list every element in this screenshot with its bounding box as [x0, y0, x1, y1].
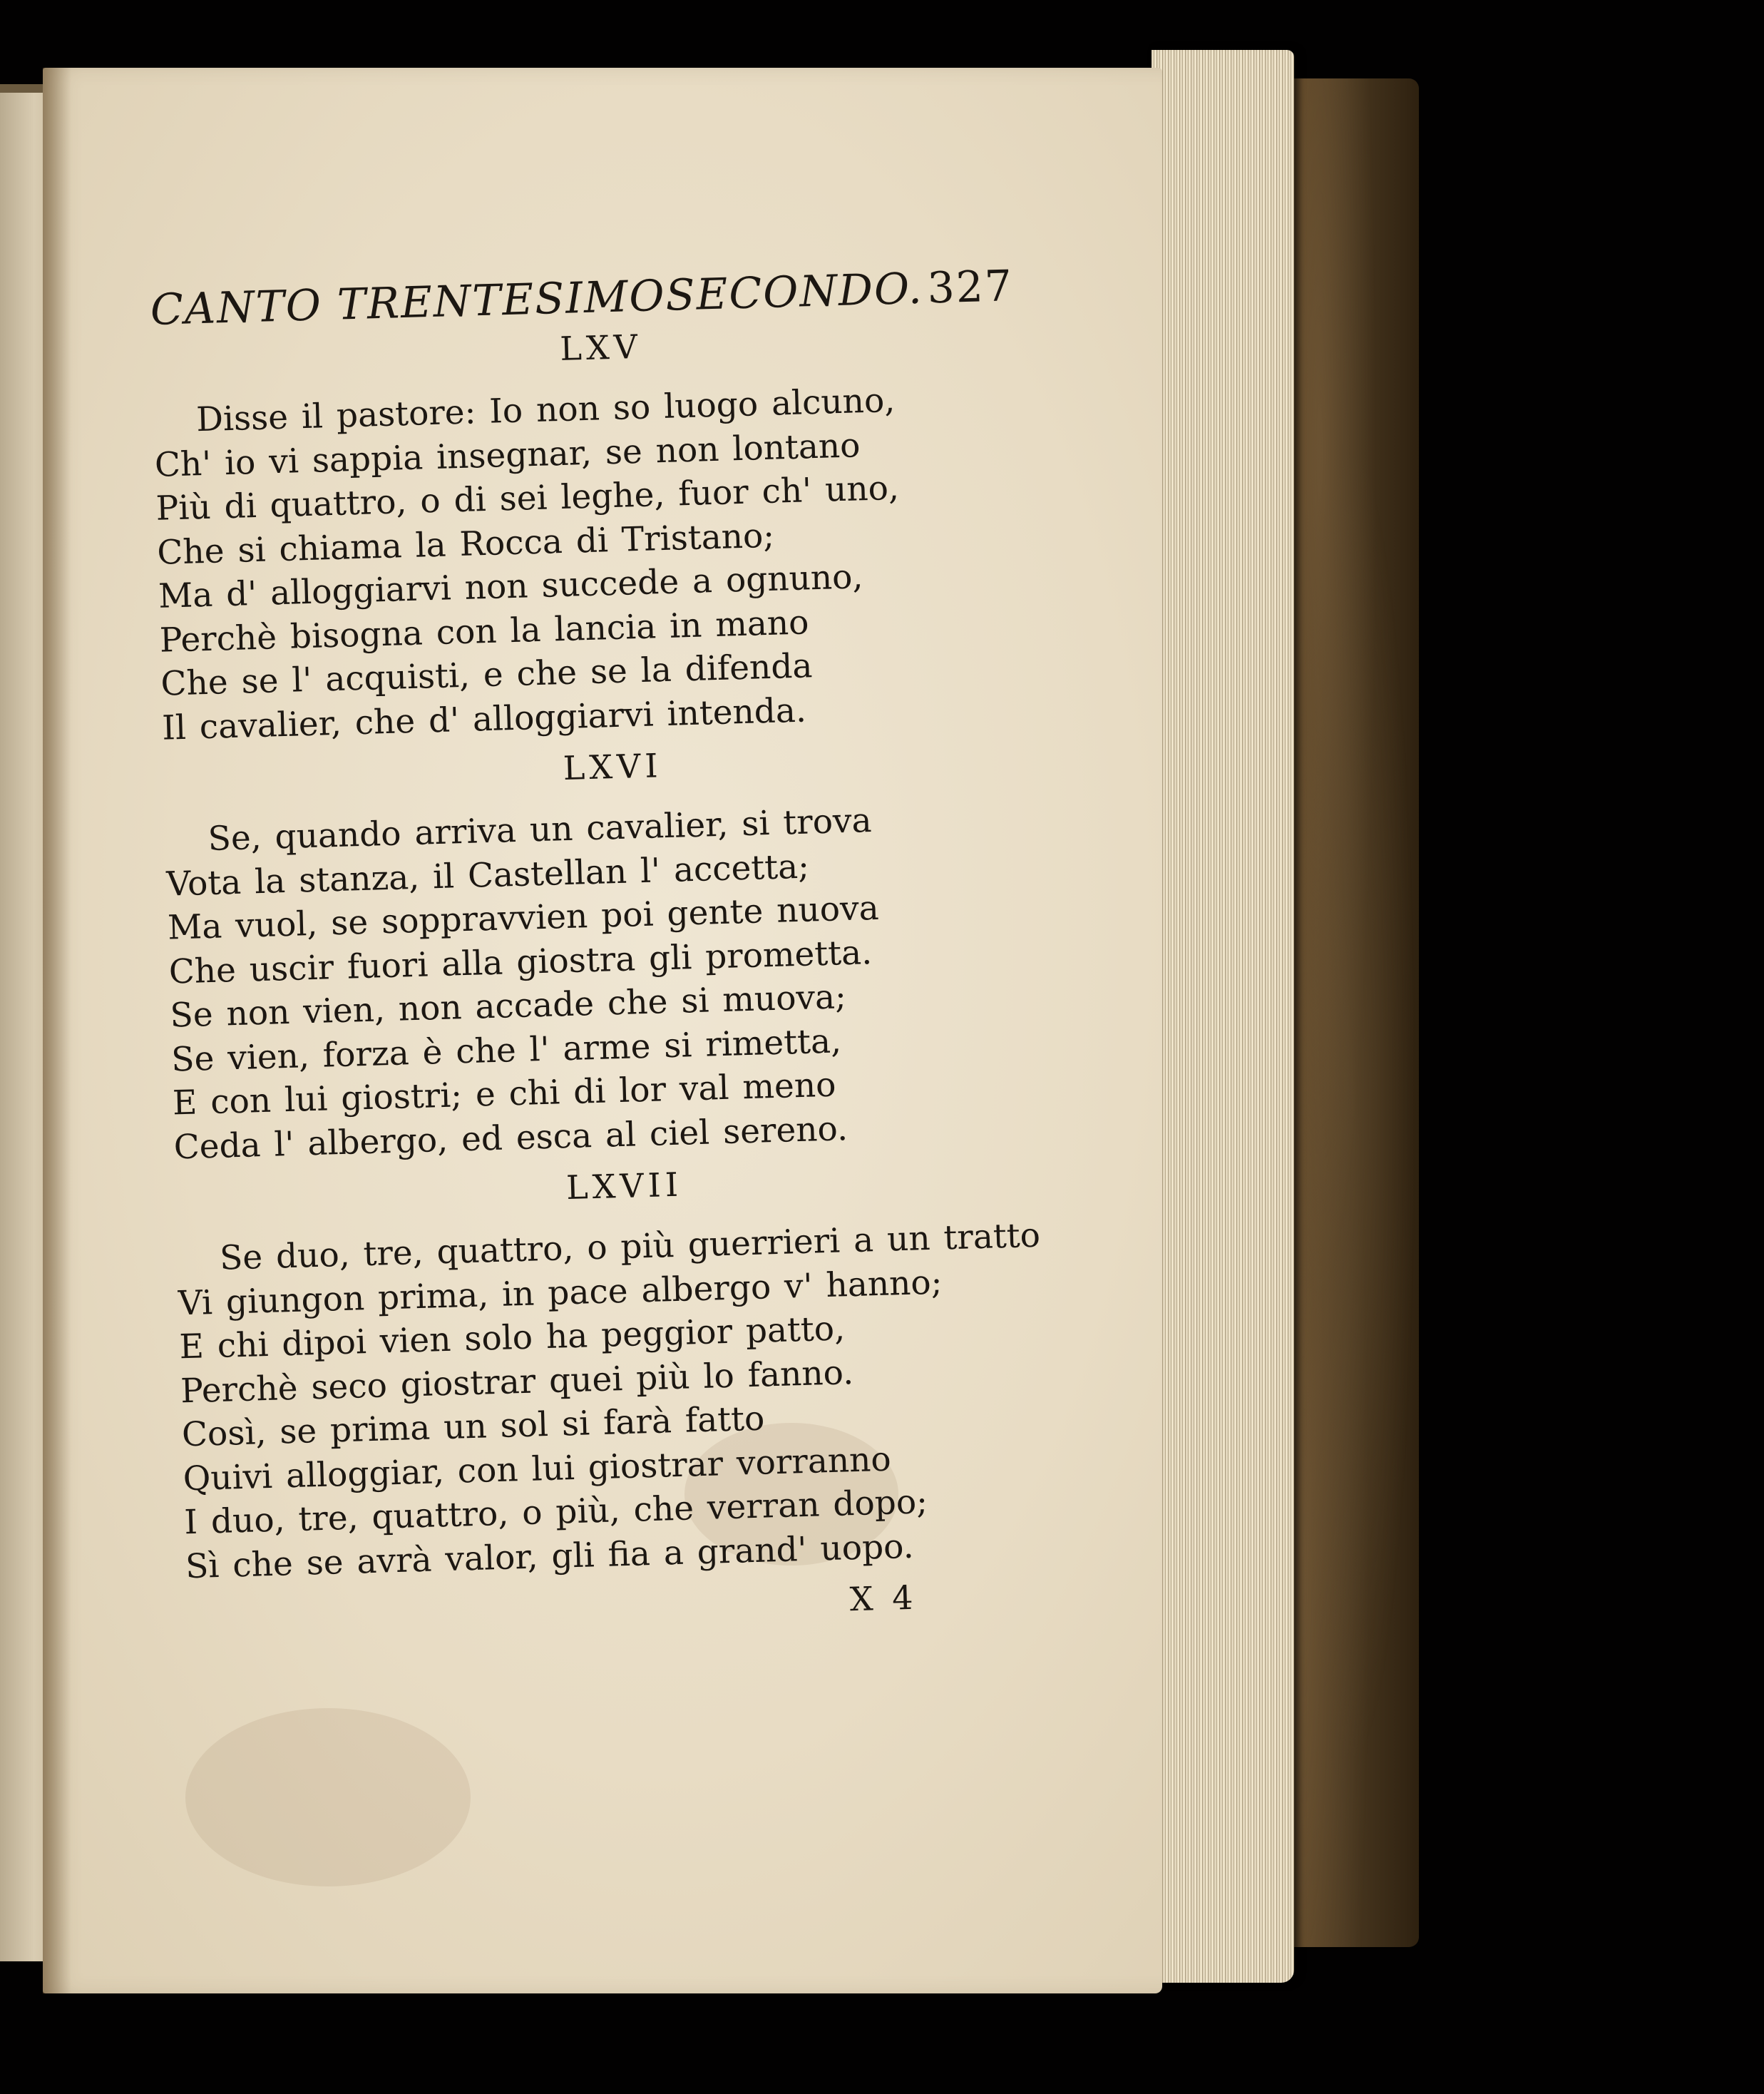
verse-line: Perchè seco giostrar quei più lo fanno. [180, 1352, 854, 1411]
verse-line: Che si chiama la Rocca di Tristano; [156, 516, 775, 573]
verse-line: Che uscir fuori alla giostra gli prometta. [168, 932, 873, 992]
paper-stain [185, 1708, 471, 1886]
stanza-number: LXVI [563, 746, 663, 788]
verse-line: Disse il pastore: Io non so luogo alcuno, [195, 380, 896, 440]
stanza-65 [151, 317, 1018, 750]
verse-line: Ma d' alloggiarvi non succede a ognuno, [158, 557, 864, 616]
page-number: 327 [926, 261, 1015, 314]
verse-line: Così, se prima un sol si farà fatto [181, 1399, 766, 1455]
verse-line: E chi dipoi vien solo ha peggior patto, [178, 1309, 846, 1367]
page-edges [1152, 50, 1294, 1983]
verse-line: Ch' io vi sappia insegnar, se non lontano [154, 425, 861, 485]
verse-line: Più di quattro, o di sei leghe, fuor ch' uno, [155, 468, 900, 528]
verse-line: E con lui giostri; e chi di lor val meno [172, 1065, 837, 1123]
verse-line: Se duo, tre, quattro, o più guerrieri a un tratto [219, 1215, 1041, 1278]
running-head-title: CANTO TRENTESIMOSECONDO. [150, 263, 924, 335]
verse-line: Se, quando arriva un cavalier, si trova [207, 801, 873, 859]
verse-line: Sì che se avrà valor, gli fia a grand' uopo. [185, 1526, 915, 1586]
stanza-66 [163, 736, 1030, 1169]
stanza-67 [175, 1155, 1042, 1588]
verse-line: Vota la stanza, il Castellan l' accetta; [165, 847, 810, 904]
page-text [150, 261, 1042, 1637]
stanza-number: LXV [559, 327, 642, 368]
verse-line: Se vien, forza è che l' arme si rimetta, [170, 1021, 842, 1080]
verse-line: Vi giungon prima, in pace albergo v' hanno; [178, 1262, 943, 1323]
page-gutter-shadow [43, 68, 71, 1993]
verse-line: Quivi alloggiar, con lui giostrar vorranno [182, 1439, 892, 1498]
signature-mark: X 4 [849, 1578, 918, 1619]
verse-line: Ceda l' albergo, ed esca al ciel sereno. [173, 1108, 848, 1168]
verse-line: Perchè bisogna con la lancia in mano [159, 602, 810, 660]
verse-line: Che se l' acquisti, e che se la difenda [160, 646, 814, 704]
verse-line: Ma vuol, se soppravvien poi gente nuova [167, 888, 880, 948]
stanza-number: LXVII [565, 1165, 683, 1207]
verse-line: I duo, tre, quattro, o più, che verran dopo; [183, 1482, 928, 1543]
verse-line: Il cavalier, che d' alloggiarvi intenda. [161, 690, 807, 748]
verse-line: Se non vien, non accade che si muova; [169, 977, 847, 1036]
